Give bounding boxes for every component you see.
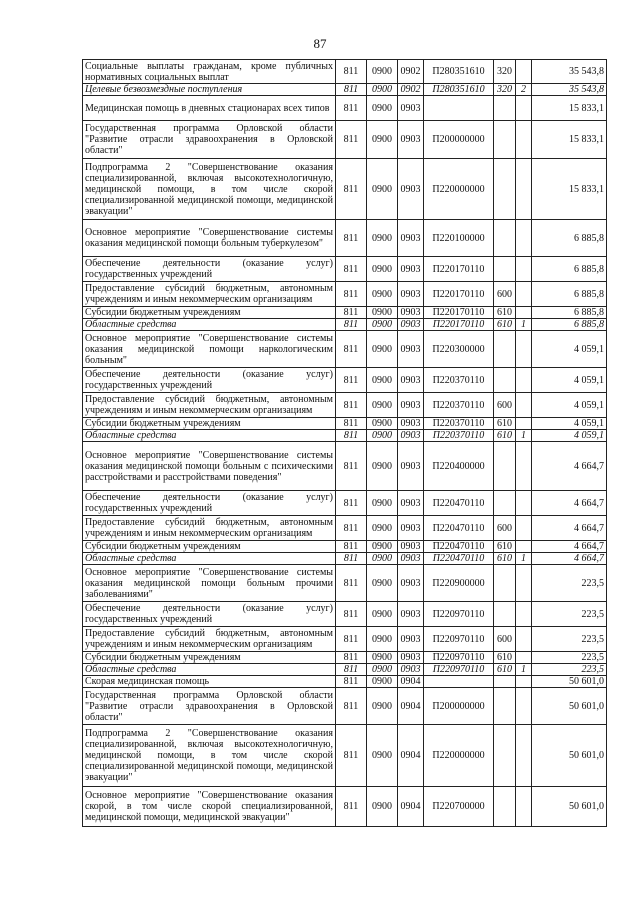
table-row <box>83 368 607 393</box>
row-name: Обеспечение деятельности (оказание услуг) государственных учреждений <box>83 491 336 516</box>
row-section-code: 0900 <box>367 319 398 331</box>
row-amount: 4 059,1 <box>532 331 607 368</box>
row-target-article: П220970110 <box>424 627 494 652</box>
row-department-code: 811 <box>336 257 367 282</box>
row-section-code: 0900 <box>367 60 398 84</box>
row-name: Основное мероприятие "Совершенствование системы оказания медицинской помощи больным туберкулезом" <box>83 220 336 257</box>
row-target-article: П280351610 <box>424 60 494 84</box>
row-funding-source <box>516 725 532 787</box>
row-expense-type: 600 <box>494 282 516 307</box>
table-row <box>83 282 607 307</box>
table-row <box>83 491 607 516</box>
row-target-article: П200000000 <box>424 688 494 725</box>
table-row <box>83 257 607 282</box>
row-subsection-code: 0903 <box>398 282 424 307</box>
row-amount: 15 833,1 <box>532 159 607 220</box>
row-target-article: П280351610 <box>424 84 494 96</box>
row-name: Государственная программа Орловской области "Развитие отрасли здравоохранения в Орловской области" <box>83 688 336 725</box>
budget-table-body <box>83 60 607 827</box>
row-expense-type <box>494 787 516 827</box>
row-subsection-code: 0903 <box>398 652 424 664</box>
row-name: Обеспечение деятельности (оказание услуг) государственных учреждений <box>83 602 336 627</box>
row-target-article: П220000000 <box>424 725 494 787</box>
row-funding-source <box>516 393 532 418</box>
row-amount: 50 601,0 <box>532 725 607 787</box>
row-subsection-code: 0903 <box>398 491 424 516</box>
row-expense-type: 610 <box>494 319 516 331</box>
row-section-code: 0900 <box>367 541 398 553</box>
table-row <box>83 220 607 257</box>
row-amount: 4 664,7 <box>532 491 607 516</box>
table-row <box>83 627 607 652</box>
row-target-article: П220970110 <box>424 652 494 664</box>
row-target-article <box>424 676 494 688</box>
row-name: Областные средства <box>83 319 336 331</box>
row-section-code: 0900 <box>367 418 398 430</box>
row-name: Обеспечение деятельности (оказание услуг) государственных учреждений <box>83 257 336 282</box>
row-target-article: П220300000 <box>424 331 494 368</box>
row-name: Предоставление субсидий бюджетным, автономным учреждениям и иным некоммерческим организациям <box>83 282 336 307</box>
row-name: Скорая медицинская помощь <box>83 676 336 688</box>
table-row <box>83 319 607 331</box>
row-target-article: П220470110 <box>424 553 494 565</box>
row-subsection-code: 0904 <box>398 787 424 827</box>
table-row <box>83 84 607 96</box>
row-funding-source <box>516 652 532 664</box>
table-row <box>83 442 607 491</box>
row-funding-source <box>516 121 532 159</box>
page-number: 87 <box>313 36 327 51</box>
row-subsection-code: 0904 <box>398 725 424 787</box>
row-section-code: 0900 <box>367 688 398 725</box>
row-expense-type <box>494 676 516 688</box>
row-target-article: П220370110 <box>424 393 494 418</box>
row-subsection-code: 0903 <box>398 565 424 602</box>
row-department-code: 811 <box>336 60 367 84</box>
row-department-code: 811 <box>336 725 367 787</box>
row-expense-type: 600 <box>494 627 516 652</box>
row-target-article: П220470110 <box>424 541 494 553</box>
table-row <box>83 553 607 565</box>
table-row <box>83 60 607 84</box>
row-department-code: 811 <box>336 676 367 688</box>
row-section-code: 0900 <box>367 787 398 827</box>
table-row <box>83 430 607 442</box>
row-section-code: 0900 <box>367 602 398 627</box>
row-amount: 15 833,1 <box>532 121 607 159</box>
row-expense-type: 600 <box>494 393 516 418</box>
row-target-article: П200000000 <box>424 121 494 159</box>
row-subsection-code: 0903 <box>398 96 424 121</box>
row-section-code: 0900 <box>367 725 398 787</box>
row-subsection-code: 0903 <box>398 368 424 393</box>
row-amount: 6 885,8 <box>532 319 607 331</box>
row-amount: 50 601,0 <box>532 676 607 688</box>
row-section-code: 0900 <box>367 159 398 220</box>
row-expense-type: 610 <box>494 541 516 553</box>
row-expense-type: 610 <box>494 664 516 676</box>
row-name: Обеспечение деятельности (оказание услуг) государственных учреждений <box>83 368 336 393</box>
table-row <box>83 418 607 430</box>
row-department-code: 811 <box>336 121 367 159</box>
row-expense-type <box>494 491 516 516</box>
row-department-code: 811 <box>336 652 367 664</box>
row-funding-source: 1 <box>516 664 532 676</box>
row-target-article: П220370110 <box>424 418 494 430</box>
row-name: Социальные выплаты гражданам, кроме публичных нормативных социальных выплат <box>83 60 336 84</box>
row-amount: 223,5 <box>532 627 607 652</box>
row-funding-source <box>516 602 532 627</box>
row-amount: 6 885,8 <box>532 220 607 257</box>
row-section-code: 0900 <box>367 565 398 602</box>
row-funding-source <box>516 491 532 516</box>
row-amount: 35 543,8 <box>532 60 607 84</box>
row-section-code: 0900 <box>367 220 398 257</box>
row-department-code: 811 <box>336 627 367 652</box>
row-funding-source <box>516 541 532 553</box>
table-row <box>83 602 607 627</box>
row-expense-type: 610 <box>494 418 516 430</box>
row-amount: 4 059,1 <box>532 393 607 418</box>
row-amount: 223,5 <box>532 664 607 676</box>
row-amount: 4 664,7 <box>532 553 607 565</box>
row-funding-source <box>516 331 532 368</box>
row-department-code: 811 <box>336 664 367 676</box>
row-amount: 4 664,7 <box>532 442 607 491</box>
row-name: Подпрограмма 2 "Совершенствование оказания специализированной, включая высокотехнологичную, медицинской помощи, в том числе скорой специализированной медицинской помощи, медицинской эвакуации" <box>83 725 336 787</box>
row-name: Основное мероприятие "Совершенствование системы оказания медицинской помощи больным с психическими расстройствами и расстройствами поведения" <box>83 442 336 491</box>
row-department-code: 811 <box>336 319 367 331</box>
row-expense-type <box>494 688 516 725</box>
table-row <box>83 331 607 368</box>
row-expense-type: 610 <box>494 307 516 319</box>
row-section-code: 0900 <box>367 307 398 319</box>
row-target-article: П220370110 <box>424 430 494 442</box>
row-funding-source: 1 <box>516 553 532 565</box>
table-row <box>83 688 607 725</box>
row-funding-source: 1 <box>516 430 532 442</box>
row-target-article: П220470110 <box>424 491 494 516</box>
row-name: Целевые безвозмездные поступления <box>83 84 336 96</box>
row-department-code: 811 <box>336 553 367 565</box>
row-amount: 35 543,8 <box>532 84 607 96</box>
row-department-code: 811 <box>336 220 367 257</box>
row-funding-source <box>516 627 532 652</box>
row-expense-type <box>494 220 516 257</box>
row-expense-type <box>494 725 516 787</box>
row-target-article: П220170110 <box>424 319 494 331</box>
row-name: Областные средства <box>83 553 336 565</box>
row-amount: 4 059,1 <box>532 418 607 430</box>
row-expense-type: 600 <box>494 516 516 541</box>
row-expense-type <box>494 159 516 220</box>
table-row <box>83 676 607 688</box>
row-funding-source: 1 <box>516 319 532 331</box>
row-funding-source <box>516 96 532 121</box>
row-section-code: 0900 <box>367 84 398 96</box>
row-expense-type <box>494 257 516 282</box>
row-section-code: 0900 <box>367 676 398 688</box>
table-row <box>83 516 607 541</box>
row-amount: 50 601,0 <box>532 688 607 725</box>
row-funding-source <box>516 282 532 307</box>
row-amount: 15 833,1 <box>532 96 607 121</box>
row-funding-source <box>516 60 532 84</box>
row-section-code: 0900 <box>367 516 398 541</box>
row-subsection-code: 0903 <box>398 516 424 541</box>
row-subsection-code: 0903 <box>398 664 424 676</box>
row-section-code: 0900 <box>367 491 398 516</box>
row-section-code: 0900 <box>367 553 398 565</box>
row-name: Основное мероприятие "Совершенствование системы оказания медицинской помощи наркологическим больным" <box>83 331 336 368</box>
row-subsection-code: 0902 <box>398 84 424 96</box>
row-expense-type <box>494 602 516 627</box>
budget-table <box>82 59 607 827</box>
row-target-article: П220700000 <box>424 787 494 827</box>
row-target-article: П220970110 <box>424 664 494 676</box>
row-subsection-code: 0903 <box>398 307 424 319</box>
row-funding-source <box>516 676 532 688</box>
row-section-code: 0900 <box>367 652 398 664</box>
row-target-article: П220000000 <box>424 159 494 220</box>
row-subsection-code: 0903 <box>398 331 424 368</box>
row-subsection-code: 0903 <box>398 442 424 491</box>
row-section-code: 0900 <box>367 121 398 159</box>
table-row <box>83 96 607 121</box>
row-subsection-code: 0903 <box>398 319 424 331</box>
row-subsection-code: 0903 <box>398 418 424 430</box>
row-funding-source <box>516 565 532 602</box>
row-department-code: 811 <box>336 442 367 491</box>
table-row <box>83 393 607 418</box>
row-funding-source: 2 <box>516 84 532 96</box>
row-subsection-code: 0902 <box>398 60 424 84</box>
row-section-code: 0900 <box>367 96 398 121</box>
row-target-article: П220470110 <box>424 516 494 541</box>
row-name: Областные средства <box>83 430 336 442</box>
row-expense-type <box>494 442 516 491</box>
row-name: Субсидии бюджетным учреждениям <box>83 541 336 553</box>
row-department-code: 811 <box>336 565 367 602</box>
row-target-article: П220100000 <box>424 220 494 257</box>
row-target-article <box>424 96 494 121</box>
row-name: Предоставление субсидий бюджетным, автономным учреждениям и иным некоммерческим организациям <box>83 393 336 418</box>
row-funding-source <box>516 220 532 257</box>
row-subsection-code: 0903 <box>398 121 424 159</box>
row-expense-type <box>494 331 516 368</box>
row-funding-source <box>516 257 532 282</box>
row-name: Областные средства <box>83 664 336 676</box>
row-name: Подпрограмма 2 "Совершенствование оказания специализированной, включая высокотехнологичную, медицинской помощи, в том числе скорой специализированной медицинской помощи, медицинской эвакуации" <box>83 159 336 220</box>
row-funding-source <box>516 442 532 491</box>
row-name: Субсидии бюджетным учреждениям <box>83 652 336 664</box>
row-department-code: 811 <box>336 307 367 319</box>
row-funding-source <box>516 516 532 541</box>
row-department-code: 811 <box>336 787 367 827</box>
row-amount: 4 664,7 <box>532 541 607 553</box>
row-subsection-code: 0904 <box>398 676 424 688</box>
row-funding-source <box>516 159 532 220</box>
row-section-code: 0900 <box>367 257 398 282</box>
row-target-article: П220170110 <box>424 307 494 319</box>
row-funding-source <box>516 418 532 430</box>
table-row <box>83 565 607 602</box>
row-amount: 223,5 <box>532 602 607 627</box>
row-subsection-code: 0903 <box>398 393 424 418</box>
row-expense-type <box>494 368 516 393</box>
row-subsection-code: 0903 <box>398 541 424 553</box>
row-department-code: 811 <box>336 418 367 430</box>
row-amount: 6 885,8 <box>532 307 607 319</box>
row-department-code: 811 <box>336 491 367 516</box>
row-department-code: 811 <box>336 430 367 442</box>
row-subsection-code: 0903 <box>398 220 424 257</box>
row-target-article: П220170110 <box>424 257 494 282</box>
table-row <box>83 307 607 319</box>
row-subsection-code: 0903 <box>398 430 424 442</box>
row-amount: 6 885,8 <box>532 257 607 282</box>
row-target-article: П220170110 <box>424 282 494 307</box>
row-section-code: 0900 <box>367 368 398 393</box>
row-subsection-code: 0903 <box>398 553 424 565</box>
row-target-article: П220900000 <box>424 565 494 602</box>
row-amount: 50 601,0 <box>532 787 607 827</box>
row-department-code: 811 <box>336 331 367 368</box>
row-name: Основное мероприятие "Совершенствование системы оказания медицинской помощи больным прочими заболеваниями" <box>83 565 336 602</box>
row-name: Основное мероприятие "Совершенствование оказания скорой, в том числе скорой специализированной, медицинской помощи, медицинской эвакуации" <box>83 787 336 827</box>
row-department-code: 811 <box>336 282 367 307</box>
row-department-code: 811 <box>336 84 367 96</box>
row-funding-source <box>516 688 532 725</box>
row-target-article: П220970110 <box>424 602 494 627</box>
row-amount: 4 059,1 <box>532 368 607 393</box>
row-department-code: 811 <box>336 516 367 541</box>
row-section-code: 0900 <box>367 331 398 368</box>
row-name: Предоставление субсидий бюджетным, автономным учреждениям и иным некоммерческим организациям <box>83 516 336 541</box>
row-name: Государственная программа Орловской области "Развитие отрасли здравоохранения в Орловской области" <box>83 121 336 159</box>
row-department-code: 811 <box>336 602 367 627</box>
row-expense-type: 610 <box>494 430 516 442</box>
row-name: Субсидии бюджетным учреждениям <box>83 418 336 430</box>
row-funding-source <box>516 307 532 319</box>
table-row <box>83 652 607 664</box>
row-expense-type <box>494 121 516 159</box>
row-section-code: 0900 <box>367 627 398 652</box>
row-target-article: П220370110 <box>424 368 494 393</box>
row-amount: 4 059,1 <box>532 430 607 442</box>
row-subsection-code: 0903 <box>398 159 424 220</box>
row-expense-type: 610 <box>494 652 516 664</box>
row-subsection-code: 0903 <box>398 627 424 652</box>
row-name: Медицинская помощь в дневных стационарах всех типов <box>83 96 336 121</box>
row-department-code: 811 <box>336 368 367 393</box>
row-amount: 223,5 <box>532 565 607 602</box>
table-row <box>83 664 607 676</box>
row-amount: 4 664,7 <box>532 516 607 541</box>
row-target-article: П220400000 <box>424 442 494 491</box>
row-section-code: 0900 <box>367 282 398 307</box>
table-row <box>83 725 607 787</box>
table-row <box>83 159 607 220</box>
row-department-code: 811 <box>336 393 367 418</box>
row-department-code: 811 <box>336 96 367 121</box>
row-expense-type <box>494 96 516 121</box>
row-subsection-code: 0903 <box>398 257 424 282</box>
table-row <box>83 121 607 159</box>
row-funding-source <box>516 368 532 393</box>
row-department-code: 811 <box>336 159 367 220</box>
row-expense-type: 320 <box>494 84 516 96</box>
row-amount: 223,5 <box>532 652 607 664</box>
row-department-code: 811 <box>336 688 367 725</box>
row-section-code: 0900 <box>367 393 398 418</box>
row-section-code: 0900 <box>367 442 398 491</box>
row-expense-type: 610 <box>494 553 516 565</box>
table-row <box>83 541 607 553</box>
row-subsection-code: 0904 <box>398 688 424 725</box>
row-funding-source <box>516 787 532 827</box>
row-expense-type <box>494 565 516 602</box>
table-row <box>83 787 607 827</box>
row-section-code: 0900 <box>367 664 398 676</box>
row-amount: 6 885,8 <box>532 282 607 307</box>
row-name: Предоставление субсидий бюджетным, автономным учреждениям и иным некоммерческим организациям <box>83 627 336 652</box>
row-expense-type: 320 <box>494 60 516 84</box>
row-department-code: 811 <box>336 541 367 553</box>
row-subsection-code: 0903 <box>398 602 424 627</box>
row-section-code: 0900 <box>367 430 398 442</box>
row-name: Субсидии бюджетным учреждениям <box>83 307 336 319</box>
